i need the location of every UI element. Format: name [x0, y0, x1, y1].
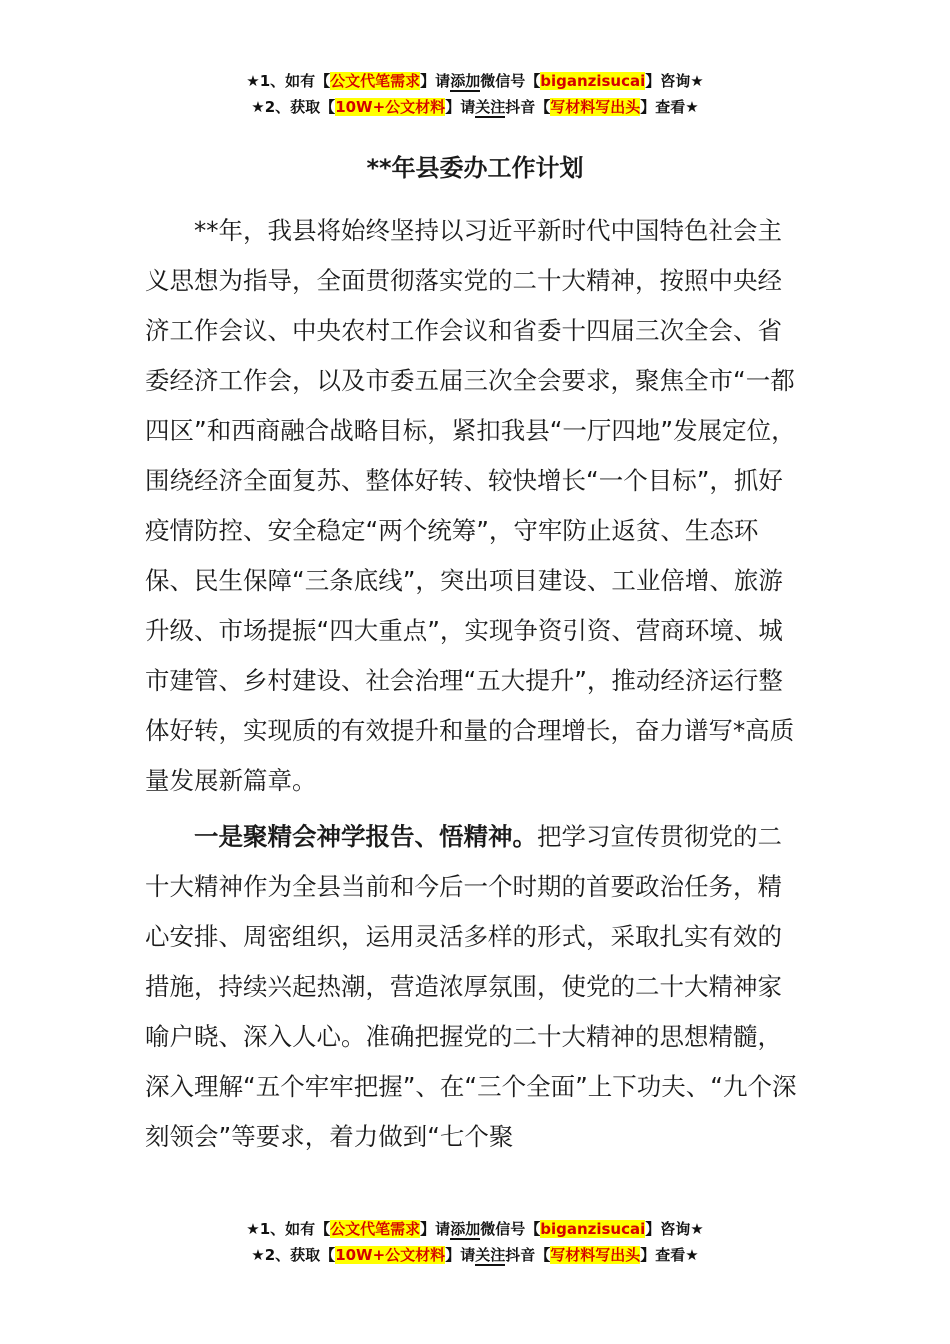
footer-banner [0, 1216, 950, 1268]
banner-text: 微信号【 [480, 1220, 541, 1238]
banner-highlight: 写材料写出头 [550, 98, 641, 116]
banner-text: ★1、如有【 [246, 1220, 331, 1238]
banner-text: ★2、获取【 [251, 1246, 336, 1264]
paragraph-intro [145, 206, 805, 806]
banner-text: 】请 [420, 72, 451, 90]
document-title: **年县委办工作计划 [366, 154, 584, 182]
paragraph-lead: 一是聚精会神学报告、悟精神。 [194, 822, 537, 851]
banner-text: ★1、如有【 [246, 72, 331, 90]
banner-highlight: biganzisucai [540, 1220, 646, 1238]
banner-text: 抖音【 [505, 98, 551, 116]
paragraph-text: **年，我县将始终坚持以习近平新时代中国特色社会主义思想为指导，全面贯彻落实党的二十大精神，按照中央经济工作会议、中央农村工作会议和省委十四届三次全会、省委经济工作会，以及市委五届三次全会要求，聚焦全市“一都四区”和西商融合战略目标，紧扣我县“一厅四地”发展定位，围绕经济全面复苏、整体好转、较快增长“一个目标”，抓好疫情防控、安全稳定“两个统筹”，守牢防止返贫、生态环保、民生保障“三条底线”，突出项目建设、工业倍增、旅游升级、市场提振“四大重点”，实现争资引资、营商环境、城市建管、乡村建设、社会治理“五大提升”，推动经济运行整体好转，实现质的有效提升和量的合理增长，奋力谱写*高质量发展新篇章。 [145, 216, 796, 795]
paragraph-section-one [145, 812, 805, 1162]
header-banner [0, 68, 950, 120]
banner-highlight: 公文代笔需求 [330, 1220, 421, 1238]
banner-underline: 关注 [475, 1246, 506, 1264]
banner-highlight: 写材料写出头 [550, 1246, 641, 1264]
banner-text: 】请 [420, 1220, 451, 1238]
banner-underline: 关注 [475, 98, 506, 116]
banner-line-2 [0, 94, 950, 120]
banner-highlight: 公文代笔需求 [330, 72, 421, 90]
banner-highlight: 10W+公文材料 [335, 1246, 446, 1264]
banner-line-2 [0, 1242, 950, 1268]
banner-text: 】查看★ [640, 98, 699, 116]
banner-highlight: 10W+公文材料 [335, 98, 446, 116]
banner-text: 】查看★ [640, 1246, 699, 1264]
banner-text: 】请 [445, 1246, 476, 1264]
banner-text: ★2、获取【 [251, 98, 336, 116]
banner-line-1 [0, 1216, 950, 1242]
banner-text: 】咨询★ [645, 1220, 704, 1238]
banner-text: 】咨询★ [645, 72, 704, 90]
banner-underline: 添加 [450, 1220, 481, 1238]
banner-highlight: biganzisucai [540, 72, 646, 90]
banner-underline: 添加 [450, 72, 481, 90]
banner-line-1 [0, 68, 950, 94]
banner-text: 微信号【 [480, 72, 541, 90]
banner-text: 】请 [445, 98, 476, 116]
banner-text: 抖音【 [505, 1246, 551, 1264]
paragraph-text: 把学习宣传贯彻党的二十大精神作为全县当前和今后一个时期的首要政治任务，精心安排、周密组织，运用灵活多样的形式，采取扎实有效的措施，持续兴起热潮，营造浓厚氛围，使党的二十大精神家喻户晓、深入人心。准确把握党的二十大精神的思想精髓，深入理解“五个牢牢把握”、在“三个全面”上下功夫、“九个深刻领会”等要求，着力做到“七个聚 [145, 822, 797, 1151]
